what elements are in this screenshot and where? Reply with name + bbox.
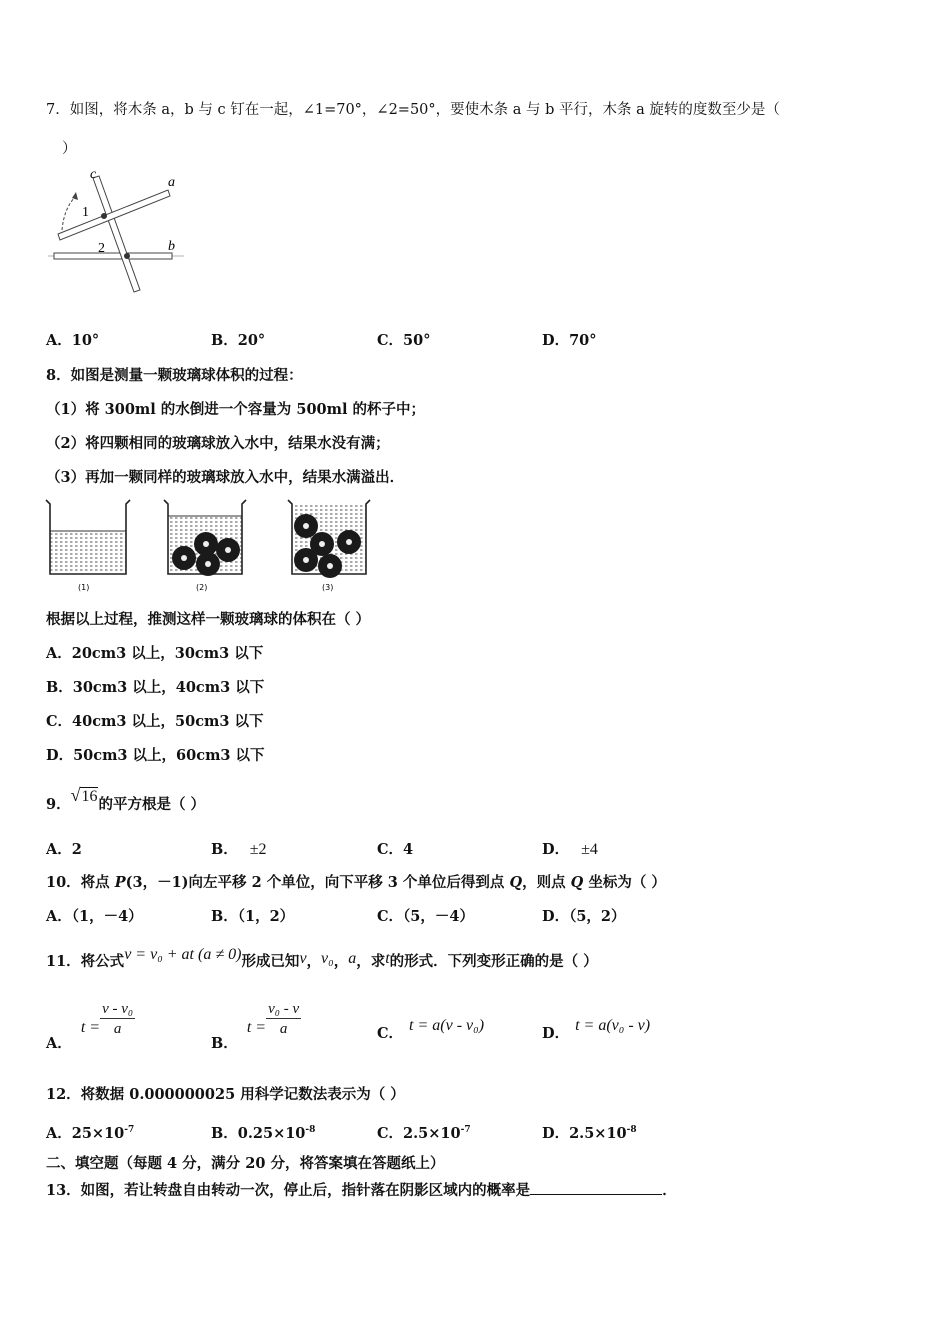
q11-option-c[interactable]: C． t = a(v - v₀) <box>377 1017 485 1042</box>
q9-number: 9． <box>46 796 71 813</box>
q7-option-a[interactable]: A．10° <box>46 332 100 349</box>
answer-blank[interactable] <box>530 1180 662 1195</box>
q7-option-d[interactable]: D．70° <box>542 332 597 349</box>
q7-text: 7．如图，将木条 a，b 与 c 钉在一起，∠1=70°，∠2=50°，要使木条 a 与 b 平行，木条 a 旋转的度数至少是（ <box>46 102 780 118</box>
beaker-3-label: (3) <box>322 583 334 592</box>
q11-formula: v = v₀ + at (a ≠ 0) <box>124 946 242 963</box>
label-2: 2 <box>98 241 105 256</box>
q12-option-c[interactable]: C．$2.5\times 10^{-7}$ <box>377 1125 471 1142</box>
q10-option-a[interactable]: A．（1，－4） <box>46 908 143 925</box>
q8-option-b[interactable]: B．30cm3 以上，40cm3 以下 <box>46 679 265 696</box>
q9-text: 的平方根是（ ） <box>98 796 206 813</box>
q11-option-a[interactable]: A． t = $\frac{\text{v - v₀}}{a}$ <box>46 1001 134 1052</box>
q12-text: 12．将数据 0.000000025 用科学记数法表示为（ ） <box>46 1086 405 1103</box>
beaker-2-label: (2) <box>196 583 208 592</box>
sqrt-symbol: √16 <box>70 785 98 805</box>
q8-figure <box>44 496 374 596</box>
q8-step-2: （2）将四颗相同的玻璃球放入水中，结果水没有满； <box>46 435 390 452</box>
q8-option-a[interactable]: A．20cm3 以上，30cm3 以下 <box>46 645 264 662</box>
q12-option-d[interactable]: D．$2.5\times 10^{-8}$ <box>542 1125 637 1142</box>
q8-step-3: （3）再加一颗同样的玻璃球放入水中，结果水满溢出． <box>46 469 405 486</box>
q10-option-d[interactable]: D．（5，2） <box>542 908 626 925</box>
stick-b <box>48 253 184 259</box>
q13-text: 13．如图，若让转盘自由转动一次，停止后，指针落在阴影区域内的概率是 ． <box>46 1182 677 1199</box>
q9-option-a[interactable]: A．2 <box>46 841 82 858</box>
q9-option-d[interactable]: D． ±4 <box>542 841 598 858</box>
label-a: a <box>168 175 175 190</box>
q7-option-b[interactable]: B．20° <box>211 332 266 349</box>
beaker-2 <box>164 500 246 592</box>
beaker-1-label: (1) <box>78 583 90 592</box>
q9-line <box>46 785 206 815</box>
label-b: b <box>168 239 175 254</box>
q10-option-b[interactable]: B．（1，2） <box>211 908 295 925</box>
q11-option-b[interactable]: B． t = $\frac{\text{v₀ - v}}{a}$ <box>211 1001 300 1052</box>
q12-option-b[interactable]: B．$0.25\times 10^{-8}$ <box>211 1125 316 1142</box>
beaker-1 <box>46 500 130 592</box>
q8-option-d[interactable]: D．50cm3 以上，60cm3 以下 <box>46 747 265 764</box>
beaker-3 <box>288 500 370 592</box>
label-1: 1 <box>82 205 89 220</box>
q12-option-a[interactable]: A．$25\times 10^{-7}$ <box>46 1125 135 1142</box>
q11-option-d[interactable]: D． t = a(v₀ - v) <box>542 1017 651 1042</box>
q7-figure <box>44 168 194 298</box>
q11-text: 11．将公式v = v₀ + at (a ≠ 0)形成已知v，v₀，a，求t的形式．下列变形正确的是（ ） <box>46 946 598 970</box>
q8-option-c[interactable]: C．40cm3 以上，50cm3 以下 <box>46 713 264 730</box>
section-2-heading: 二、填空题（每题 4 分，满分 20 分，将答案填在答题纸上） <box>46 1155 445 1172</box>
q7-option-c[interactable]: C．50° <box>377 332 431 349</box>
q7-close-paren: ） <box>62 141 77 157</box>
q9-option-c[interactable]: C．4 <box>377 841 414 858</box>
stick-c <box>93 176 140 292</box>
q9-option-b[interactable]: B． ±2 <box>211 841 267 858</box>
q8-text: 8．如图是测量一颗玻璃球体积的过程： <box>46 367 303 384</box>
q9-radicand: 16 <box>81 788 98 805</box>
label-c: c <box>90 168 97 182</box>
q10-text: 10．将点 P(3，－1)向左平移 2 个单位，向下平移 3 个单位后得到点 Q，则点 Q 坐标为（ ） <box>46 874 666 891</box>
q8-question: 根据以上过程，推测这样一颗玻璃球的体积在（ ） <box>46 611 371 628</box>
q10-option-c[interactable]: C．（5，－4） <box>377 908 474 925</box>
q8-step-1: （1）将 300ml 的水倒进一个容量为 500ml 的杯子中； <box>46 401 426 418</box>
